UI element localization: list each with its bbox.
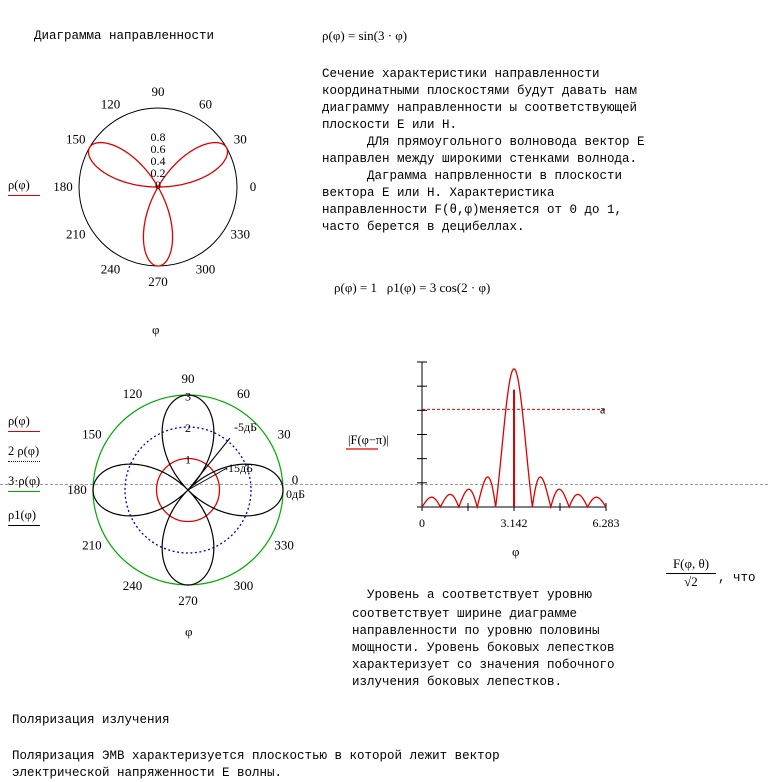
paragraph-line: направленности по уровню половины: [352, 624, 600, 638]
paragraph-line: часто берется в децибеллах.: [322, 220, 525, 234]
cart-x-tick-label: 3.142: [500, 516, 528, 530]
paragraph-section: [322, 66, 645, 236]
polar2-legend-rho1: [8, 508, 40, 526]
paragraph-line: диаграмму направленности ы соответствующей: [322, 101, 638, 115]
paragraph-line: направленности F(θ,φ)меняется от 0 до 1,: [322, 203, 623, 217]
fraction-denominator: √2: [684, 574, 698, 589]
polar1-radial-label: 0.6: [150, 142, 166, 156]
paragraph-line: координатными плоскостями будут давать нам: [322, 84, 638, 98]
polar1-angle-label: 60: [199, 96, 212, 112]
legend-line-blue: [8, 461, 40, 462]
paragraph-line: электрической напряженности E волны.: [12, 766, 283, 780]
polar1-angle-label: 150: [65, 131, 86, 147]
formula-rho-sin: ρ(φ) = sin(3 · φ): [322, 28, 408, 43]
section2-line1: [352, 570, 592, 604]
polar1-angle-label: 330: [230, 226, 251, 242]
polar2-radial-label: 3: [185, 389, 191, 404]
polar1-radial-label: 0.4: [150, 154, 166, 168]
polar1-legend-line: [8, 195, 40, 196]
polar1-angle-label: 90: [151, 84, 165, 99]
polar1-angle-label: 240: [100, 261, 121, 277]
polar1-radial-label: 0.8: [150, 130, 166, 144]
legend-line-green: [8, 491, 40, 492]
polar2-angle-label: 0: [291, 472, 299, 487]
polar1-y-label-text: ρ(φ): [8, 178, 30, 192]
paragraph-line: характеризует со значения побочного: [352, 658, 615, 672]
section2-line1-suffix: , что: [718, 571, 756, 585]
paragraph-line: мощности. Уровень боковых лепестков: [352, 641, 615, 655]
polar2-angle-label: 180: [67, 482, 87, 497]
section2-paragraph: [352, 606, 615, 691]
paragraph-line: вектора E или H. Характеристика: [322, 186, 555, 200]
polar2-legend-rho: [8, 414, 40, 432]
formula-rho-definitions: ρ(φ) = 1 ρ1(φ) = 3 cos(2 · φ): [334, 280, 491, 295]
annot-5db: -5дБ: [234, 420, 257, 434]
polar2-angle-label: 90: [181, 371, 195, 386]
polar1-angle-label: 120: [100, 96, 121, 112]
polar2-angle-label: 210: [82, 537, 102, 553]
section3-paragraph: [12, 748, 500, 782]
polar-plot-1: [40, 80, 290, 310]
marker-label-a: a: [600, 402, 606, 417]
polar1-radial-label: 0.2: [150, 166, 166, 180]
fraction-numerator: F(φ, θ): [666, 556, 716, 574]
legend-label: 3·ρ(φ): [8, 474, 41, 488]
polar1-angle-label: 30: [233, 131, 247, 147]
polar2-angle-label: 60: [237, 385, 250, 401]
section-title-pattern: Диаграмма направленности: [34, 29, 215, 43]
cart-x-tick-label: 6.283: [592, 516, 620, 530]
polar2-angle-label: 150: [82, 426, 102, 442]
paragraph-line: излучения боковых лепестков.: [352, 675, 563, 689]
polar1-y-label: [8, 178, 40, 196]
polar2-angle-label: 330: [274, 537, 294, 553]
legend-label: ρ(φ): [8, 414, 30, 428]
polar2-angle-label: 270: [178, 593, 198, 608]
annot-line-15db: [188, 468, 227, 490]
polar2-radial-label: 2: [185, 421, 191, 435]
paragraph-line: ДЛя прямоугольного волновода вектор E: [322, 135, 645, 149]
paragraph-line: направлен между широкими стенками волнода.: [322, 152, 638, 166]
polar2-x-label: φ: [185, 624, 193, 639]
polar2-angle-label: 300: [233, 578, 254, 594]
polar1-angle-label: 180: [53, 179, 73, 194]
paragraph-line: плоскости E или H.: [322, 118, 458, 132]
section2-line1-text: Уровень а соответствует уровню: [367, 588, 593, 602]
polar-plot-2: [67, 352, 320, 612]
paragraph-line: соответствует ширине диаграмме: [352, 607, 578, 621]
cartesian-plot: [340, 352, 640, 552]
polar1-angle-label: 300: [195, 261, 216, 277]
fraction: [666, 556, 716, 590]
legend-line-red: [8, 431, 40, 432]
legend-label: 2 ρ(φ): [8, 444, 40, 458]
polar1-x-label: φ: [152, 322, 160, 337]
annot-0db: 0дБ: [286, 487, 305, 501]
polar2-angle-label: 240: [122, 578, 143, 594]
cart-y-label: |F(φ−π)|: [348, 433, 389, 447]
polar1-angle-label: 0: [249, 179, 257, 194]
cartesian-axes: [417, 362, 606, 511]
legend-label: ρ1(φ): [8, 508, 37, 522]
polar2-angle-label: 30: [277, 426, 291, 442]
paragraph-line: Поляризация ЭМВ характеризуется плоскостью в которой лежит вектор: [12, 749, 500, 763]
polar1-angle-label: 270: [148, 274, 168, 289]
cart-x-tick-label: 0: [419, 516, 425, 530]
polar2-legend-2rho: [8, 444, 40, 462]
polar1-angle-label: 210: [65, 226, 86, 242]
section-title-polarization: Поляризация излучения: [12, 713, 170, 727]
cart-x-label: φ: [512, 544, 520, 559]
paragraph-line: Дагрaмма напрвленности в плоскости: [322, 169, 623, 183]
polar1-radial-label: 0: [155, 178, 161, 192]
annot-15db: -15дБ: [224, 461, 253, 475]
legend-line-black: [8, 525, 40, 526]
paragraph-line: Сечение характеристики направленности: [322, 67, 600, 81]
polar2-radial-label: 1: [185, 452, 191, 467]
polar2-legend-3rho: [8, 474, 40, 492]
polar2-angle-label: 120: [122, 385, 143, 401]
